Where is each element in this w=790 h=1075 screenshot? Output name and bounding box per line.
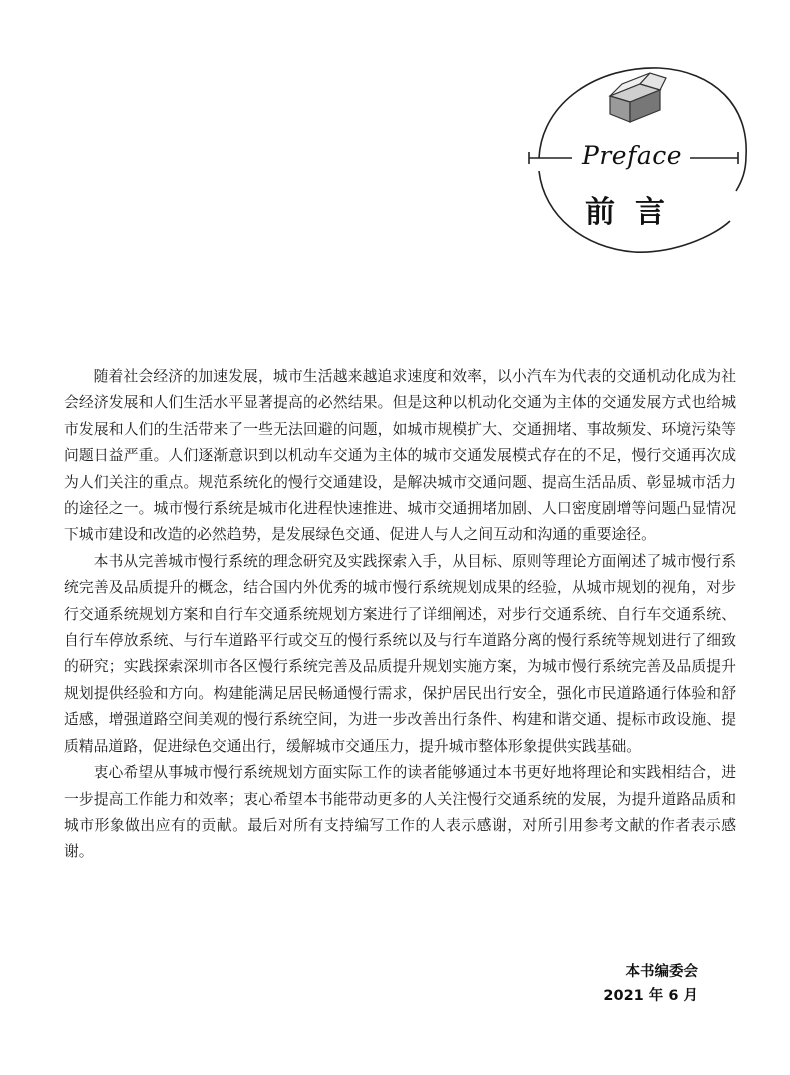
signature-date: 2021 年 6 月 (603, 988, 698, 1004)
preface-title-en: Preface (582, 141, 683, 170)
paragraph-3: 衷心希望从事城市慢行系统规划方面实际工作的读者能够通过本书更好地将理论和实践相结合，进一步提高工作能力和效率；衷心希望本书能带动更多的人关注慢行交通系统的发展，为提升道路品质和城市形象做出应有的贡献。最后对所有支持编写工作的人表示感谢，对所引用参考文献的作者表示感谢。 (64, 764, 736, 861)
signature-block (603, 960, 698, 1008)
paragraph-2: 本书从完善城市慢行系统的理念研究及实践探索入手，从目标、原则等理论方面阐述了城市慢行系统完善及品质提升的概念，结合国内外优秀的城市慢行系统规划成果的经验，从城市规划的视角，对步行交通系统规划方案和自行车交通系统规划方案进行了详细阐述，对步行交通系统、自行车交通系统、自行车停放系统、与行车道路平行或交互的慢行系统以及与行车道路分离的慢行系统等规划进行了细致的研究；实践探索深圳市各区慢行系统完善及品质提升规划实施方案，为城市慢行系统完善及品质提升规划提供经验和方向。构建能满足居民畅通慢行需求，保护居民出行安全，强化市民道路通行体验和舒适感，增强道路空间美观的慢行系统空间，为进一步改善出行条件、构建和谐交通、提标市政设施、提质精品道路，促进绿色交通出行，缓解城市交通压力，提升城市整体形象提供实践基础。 (64, 552, 736, 755)
preface-body (64, 364, 736, 866)
paragraph-1: 随着社会经济的加速发展，城市生活越来越追求速度和效率，以小汽车为代表的交通机动化成为社会经济发展和人们生活水平显著提高的必然结果。但是这种以机动化交通为主体的交通发展方式也给城市发展和人们的生活带来了一些无法回避的问题，如城市规模扩大、交通拥堵、事故频发、环境污染等问题日益严重。人们逐渐意识到以机动车交通为主体的城市交通发展模式存在的不足，慢行交通再次成为人们关注的重点。规范系统化的慢行交通建设，是解决城市交通问题、提高生活品质、彰显城市活力的途径之一。城市慢行系统是城市化进程快速推进、城市交通拥堵加剧、人口密度剧增等问题凸显情况下城市建设和改造的必然趋势，是发展绿色交通、促进人与人之间互动和沟通的重要途径。 (64, 368, 736, 544)
signature-author: 本书编委会 (625, 964, 698, 980)
preface-title-zh: 前言 (585, 195, 685, 230)
preface-emblem (524, 56, 754, 266)
open-box-icon (602, 70, 672, 128)
